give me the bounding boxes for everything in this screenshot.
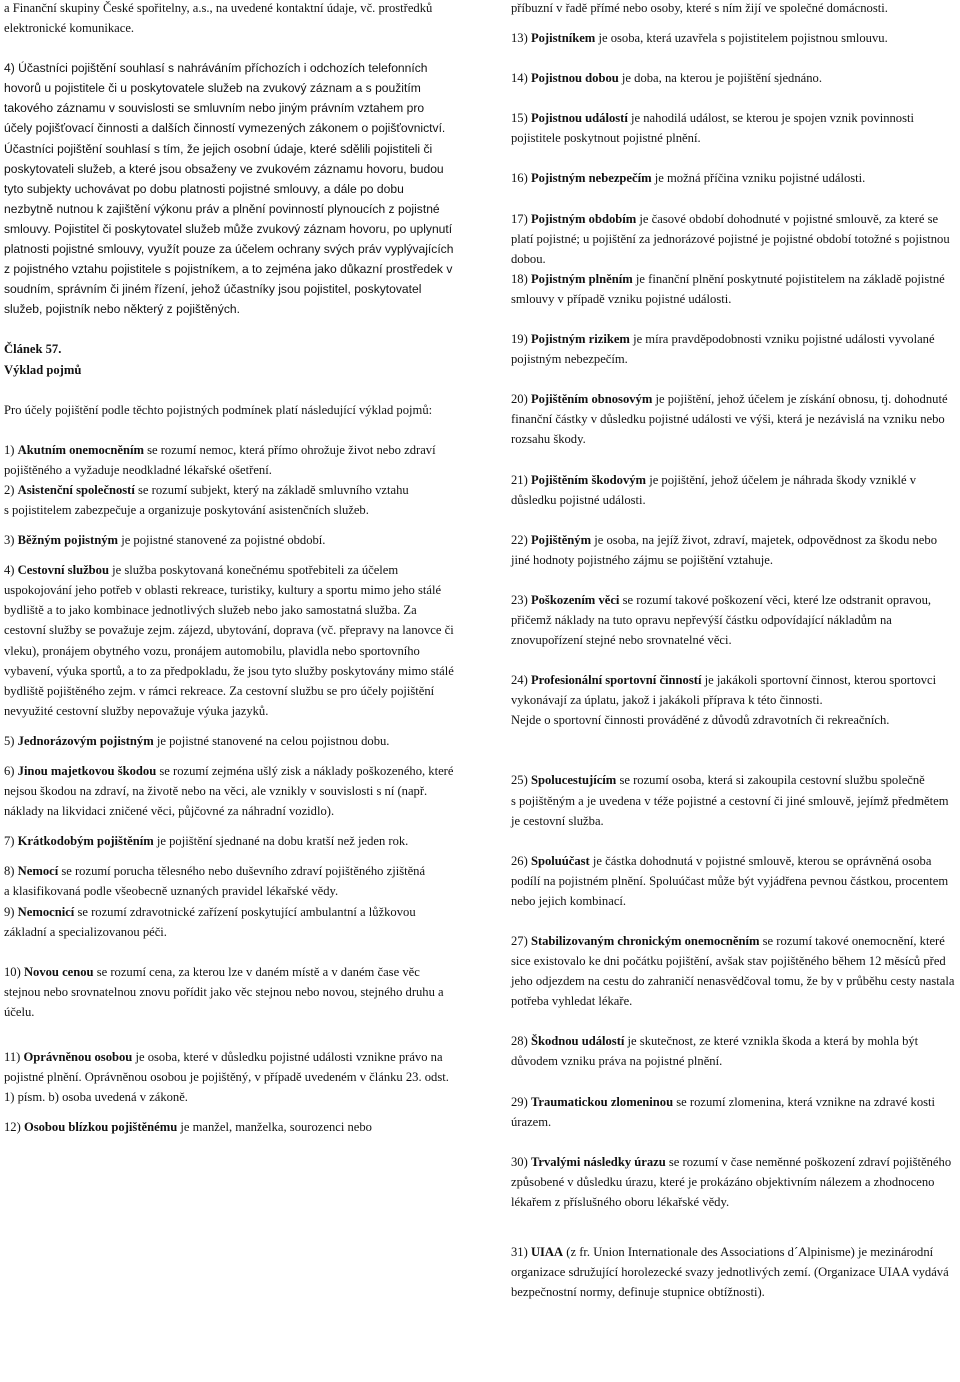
definition-term: Pojistníkem [530,31,596,46]
definition-number: 7) [4,834,18,849]
definition-term: Jinou majetkovou škodou [17,764,157,778]
definition-term: Spoluúčast [530,853,590,868]
definition-2-continued: s pojistitelem zabezpečuje a organizuje poskytování asistenčních služeb. [4,502,369,517]
definition-8 [4,861,454,881]
definition-number: 22) [511,532,531,547]
left-column [4,0,454,1137]
definition-number: 1) [4,442,18,457]
definition-text: je časové období dohodnuté v pojistné smlouvě, za které se platí pojistné; u pojištění za jednorázové pojistné je pojistné období totožné s pojistnou dobou. [511,211,950,266]
definition-number: 5) [4,733,18,748]
definition-text: je pojistné stanovené na celou pojistnou dobu. [153,733,390,748]
definition-text: je pojištění sjednané na dobu kratší než jeden rok. [153,834,409,849]
definition-number: 16) [511,171,531,186]
definition-10 [4,962,454,1022]
definition-number: 6) [4,764,18,778]
definition-term: Spolucestujícím [530,773,617,788]
definition-number: 11) [4,1050,24,1065]
definition-term: Nemocnicí [17,904,75,919]
consent-text-a: 4) Účastníci pojištění souhlasí s nahráváním příchozích i odchozích telefonních hovorů u pojistitele či u poskytovatele služeb na zvukový záznam a s použitím takového záznamu v souvislosti se smluvním nebo jiným právním vztahem pro účely pojišťovací činnosti a dalších činností vymezených zákonem o pojišťovnictví. [4,61,446,136]
definition-19 [511,329,957,369]
definition-text: je míra pravděpodobnosti vzniku pojistné události vyvolané pojistným nebezpečím. [511,332,935,367]
definition-text: je osoba, na jejíž život, zdraví, majetek, odpovědnost za škodu nebo jiné hodnoty pojistného zájmu se pojištění vztahuje. [511,532,937,567]
definition-text: se rozumí takové poškození věci, které lze odstranit opravou, přičemž náklady na tuto opravu nepřevýší částku odpovídající nákladům na znovupořízení stejné nebo srovnatelné věci. [511,592,932,648]
definition-23 [511,590,957,650]
definition-2 [4,480,454,500]
definition-number: 19) [511,332,531,347]
definition-term: Poškozením věci [530,592,620,607]
definition-term: Stabilizovaným chronickým onemocněním [530,934,760,948]
article-title [4,339,454,359]
definition-term: Pojistnou dobou [530,71,619,86]
definition-term: Nemocí [17,864,59,879]
definition-text: je skutečnost, ze které vznikla škoda a která by mohla být důvodem vzniku práva na pojistné plnění. [511,1034,919,1069]
definition-number: 24) [511,673,531,688]
definition-9 [4,902,454,942]
definition-27 [511,931,957,1011]
definition-term: Jednorázovým pojistným [17,733,154,748]
definition-text: je jakákoli sportovní činnost, kterou sportovci vykonávají za úplatu, jakož i jakákoli příprava k této činnosti. [511,673,937,708]
definition-term: Pojistnou událostí [530,111,628,126]
consent-text-b: Účastníci pojištění souhlasí s tím, že jejich osobní údaje, které sdělili pojistiteli či poskytovateli služeb, a které jsou obsaženy ve zvukovém záznamu hovoru, budou tyto subjekty uchovávat po dobu platnosti pojistné smlouvy, a dále po dobu nezbytně nutnou k zajištění výkonu práv a plnění povinností plynoucích z pojistné smlouvy. Pojistitel či poskytovatel služeb může zvukový záznam hovoru, po uplynutí platnosti pojistné smlouvy, využít pouze za účelem ochrany svých práv vyplývajících z pojistného vztahu pojistitele s pojistníkem, a to zejména jako důkazní prostředek v soudním, správním či jiném řízení, jehož účastníky jsou pojistitel, poskytovatel služeb, pojistník nebo některý z pojištěných. [4,141,454,317]
definition-text: je doba, na kterou je pojištění sjednáno. [618,71,822,86]
definition-number: 25) [511,773,531,788]
definition-term: Akutním onemocněním [17,442,144,457]
definition-number: 20) [511,392,531,407]
definition-text: je osoba, které v důsledku pojistné události vznikne právo na pojistné plnění. Oprávněnou osobou je pojištěný, v případě uvedeném v článku 23. odst. 1) písm. b) osoba uvedená v zákoně. [4,1050,449,1105]
definition-term: Asistenční společností [17,482,135,497]
definition-text: je pojištění, jehož účelem je získání obnosu, tj. dohodnuté finanční částky v důsledku pojistné události ve výši, která je nezávislá na vzniku nebo rozsahu škody. [511,392,948,447]
definition-31 [511,1242,957,1302]
definition-term: Pojistným obdobím [530,211,637,226]
definition-term: Pojištěním škodovým [530,472,647,487]
definition-text: se rozumí osoba, která si zakoupila cestovní službu společně [616,773,925,788]
definition-text: je finanční plnění poskytnuté pojistitelem na základě pojistné smlouvy v případě vzniku pojistné události. [511,271,945,306]
definition-term: Trvalými následky úrazu [530,1154,666,1169]
definition-term: Oprávněnou osobou [23,1050,133,1065]
definition-7 [4,831,454,851]
definition-term: Pojištěným [530,532,592,547]
definition-text: se rozumí nemoc, která přímo ohrožuje život nebo zdraví pojištěného a vyžaduje neodkladné lékařské ošetření. [4,442,436,477]
definition-number: 30) [511,1154,531,1169]
definition-15 [511,108,957,148]
definition-3 [4,530,454,550]
definition-text: se rozumí zlomenina, která vznikne na zdravé kosti úrazem. [511,1094,936,1129]
definition-number: 9) [4,904,18,919]
definition-term: Traumatickou zlomeninou [530,1094,674,1109]
definition-term: Novou cenou [23,964,94,979]
definition-30 [511,1152,957,1212]
definition-number: 2) [4,482,18,497]
definition-22 [511,530,957,570]
definition-number: 27) [511,934,531,948]
definition-20 [511,389,957,449]
definition-text: se rozumí cena, za kterou lze v daném místě a v daném čase věc stejnou nebo srovnatelnou znovu pořídit jako věc stejnou nebo novou, stejného druhu a účelu. [4,964,444,1019]
definition-text: se rozumí v čase neměnné poškození zdraví pojištěného způsobené v důsledku úrazu, které je prokázáno objektivním nálezem a zhodnoceno lékařem z příslušného oboru lékařské vědy. [511,1154,952,1209]
definition-text: je nahodilá událost, se kterou je spojen vznik povinnosti pojistitele poskytnout pojistné plnění. [511,111,914,146]
article-number: Článek 57. [4,342,62,357]
definition-18 [511,269,957,309]
definition-1 [4,440,454,480]
definition-text: je manžel, manželka, sourozenci nebo [177,1120,372,1135]
definition-number: 3) [4,533,18,548]
consent-paragraph [4,58,454,319]
definition-text: je osoba, která uzavřela s pojistitelem pojistnou smlouvu. [595,31,888,46]
definition-number: 23) [511,592,531,607]
definition-number: 14) [511,71,531,86]
definition-25 [511,770,957,790]
definition-text: je pojištění, jehož účelem je náhrada škody vzniklé v důsledku pojistné události. [511,472,917,507]
definition-number: 12) [4,1120,24,1135]
definition-number: 4) [4,563,18,578]
definition-term: Krátkodobým pojištěním [17,834,154,849]
definition-number: 29) [511,1094,531,1109]
definition-number: 17) [511,211,531,226]
definition-number: 18) [511,271,531,286]
definition-12-continued: příbuzní v řadě přímé nebo osoby, které s ním žijí ve společné domácnosti. [511,1,888,15]
definition-21 [511,470,957,510]
definition-term: Pojištěním obnosovým [530,392,653,407]
definition-term: Pojistným plněním [530,271,633,286]
definition-term: Cestovní službou [17,563,109,578]
definition-number: 8) [4,864,18,879]
definition-number: 13) [511,31,531,46]
definition-text: se rozumí takové onemocnění, které sice existovalo ke dni počátku pojištění, avšak stav pojištěného během 12 měsíců před jeho odjezdem na cestu do zahraničí nenasvědčoval tomu, že by v průběhu cesty nastala potřeba vyhledat lékaře. [511,934,955,1009]
definition-number: 28) [511,1034,531,1049]
definition-text: se rozumí porucha tělesného nebo duševního zdraví pojištěného zjištěná [58,864,426,879]
intro-paragraph: a Finanční skupiny České spořitelny, a.s., na uvedené kontaktní údaje, vč. prostředků elektronické komunikace. [4,1,433,36]
definition-14 [511,68,957,88]
definition-number: 15) [511,111,531,126]
definition-11 [4,1047,454,1107]
definition-text: se rozumí zdravotnické zařízení poskytující ambulantní a lůžkovou základní a specializovanou péči. [4,904,416,939]
definition-text: je možná příčina vzniku pojistné události. [651,171,866,186]
definition-13 [511,28,957,48]
definition-text: je pojistné stanovené za pojistné období. [118,533,326,548]
definition-term: Pojistným rizikem [530,332,630,347]
definition-term: Běžným pojistným [17,533,119,548]
definition-24 [511,670,957,710]
definition-28 [511,1031,957,1071]
definition-text: je částka dohodnutá v pojistné smlouvě, kterou se oprávněná osoba podílí na pojistném plnění. Spoluúčast může být vyjádřena pevnou částkou, procentem nebo jejich kombinací. [511,853,949,908]
definition-term: Škodnou událostí [530,1034,625,1049]
definition-number: 26) [511,853,531,868]
definition-12 [4,1117,454,1137]
definition-24-continued: Nejde o sportovní činnosti prováděné z důvodů zdravotních či rekreačních. [511,713,890,728]
definition-number: 10) [4,964,24,979]
definition-29 [511,1092,957,1132]
definition-term: UIAA [530,1245,564,1260]
definition-term: Pojistným nebezpečím [530,171,652,186]
definition-number: 21) [511,472,531,487]
article-intro: Pro účely pojištění podle těchto pojistných podmínek platí následující výklad pojmů: [4,402,433,417]
definition-4 [4,560,454,721]
definition-25-continued: s pojištěným a je uvedena v téže pojistné a cestovní či jiné smlouvě, jejímž předmětem je cestovní služba. [511,793,949,828]
right-column [511,0,957,1302]
definition-term: Osobou blízkou pojištěnému [23,1120,178,1135]
definition-number: 31) [511,1245,531,1260]
definition-8-continued: a klasifikovaná podle všeobecně uznaných pravidel lékařské vědy. [4,884,339,899]
article-subtitle [4,360,454,380]
definition-text: se rozumí zejména ušlý zisk a náklady poškozeného, které nejsou škodou na zdraví, na životě nebo na věci, ale vznikly v souvislosti s ní (např. náklady na likvidaci zničené věci, půjčovné za náhradní vozidlo). [4,764,454,819]
definition-text: (z fr. Union Internationale des Associations d´Alpinisme) je mezinárodní organizace sdružující horolezecké svazy jednotlivých zemí. (Organizace UIAA vydává bezpečnostní normy, definuje stupnice obtížnosti). [511,1245,949,1300]
definition-5 [4,731,454,751]
definition-text: je služba poskytovaná konečnému spotřebiteli za účelem uspokojování jeho potřeb v oblasti rekreace, turistiky, kultury a sportu mimo jeho stálé bydliště a to jako kombinace jednotlivých služeb nebo jako samostatná služba. Za cestovní služby se považuje zejm. zájezd, ubytování, doprava (vč. přepravy na lanovce či vleku), pronájem obytného vozu, pronájem automobilu, plavidla nebo sportovního vybavení, výuka sportů, a to za předpokladu, že jsou tyto služby poskytovány mimo stálé bydliště pojištěného zejm. v rámci rekreace. Za cestovní službu se pro účely pojištění nevyužité cestovní služby nepovažuje výuka jazyků. [4,563,454,718]
definition-term: Profesionální sportovní činností [530,673,702,688]
definition-text: se rozumí subjekt, který na základě smluvního vztahu [134,482,409,497]
definition-26 [511,851,957,911]
definition-6 [4,761,454,821]
definition-17 [511,209,957,269]
definition-16 [511,168,957,188]
article-subtitle-text: Výklad pojmů [4,362,82,377]
